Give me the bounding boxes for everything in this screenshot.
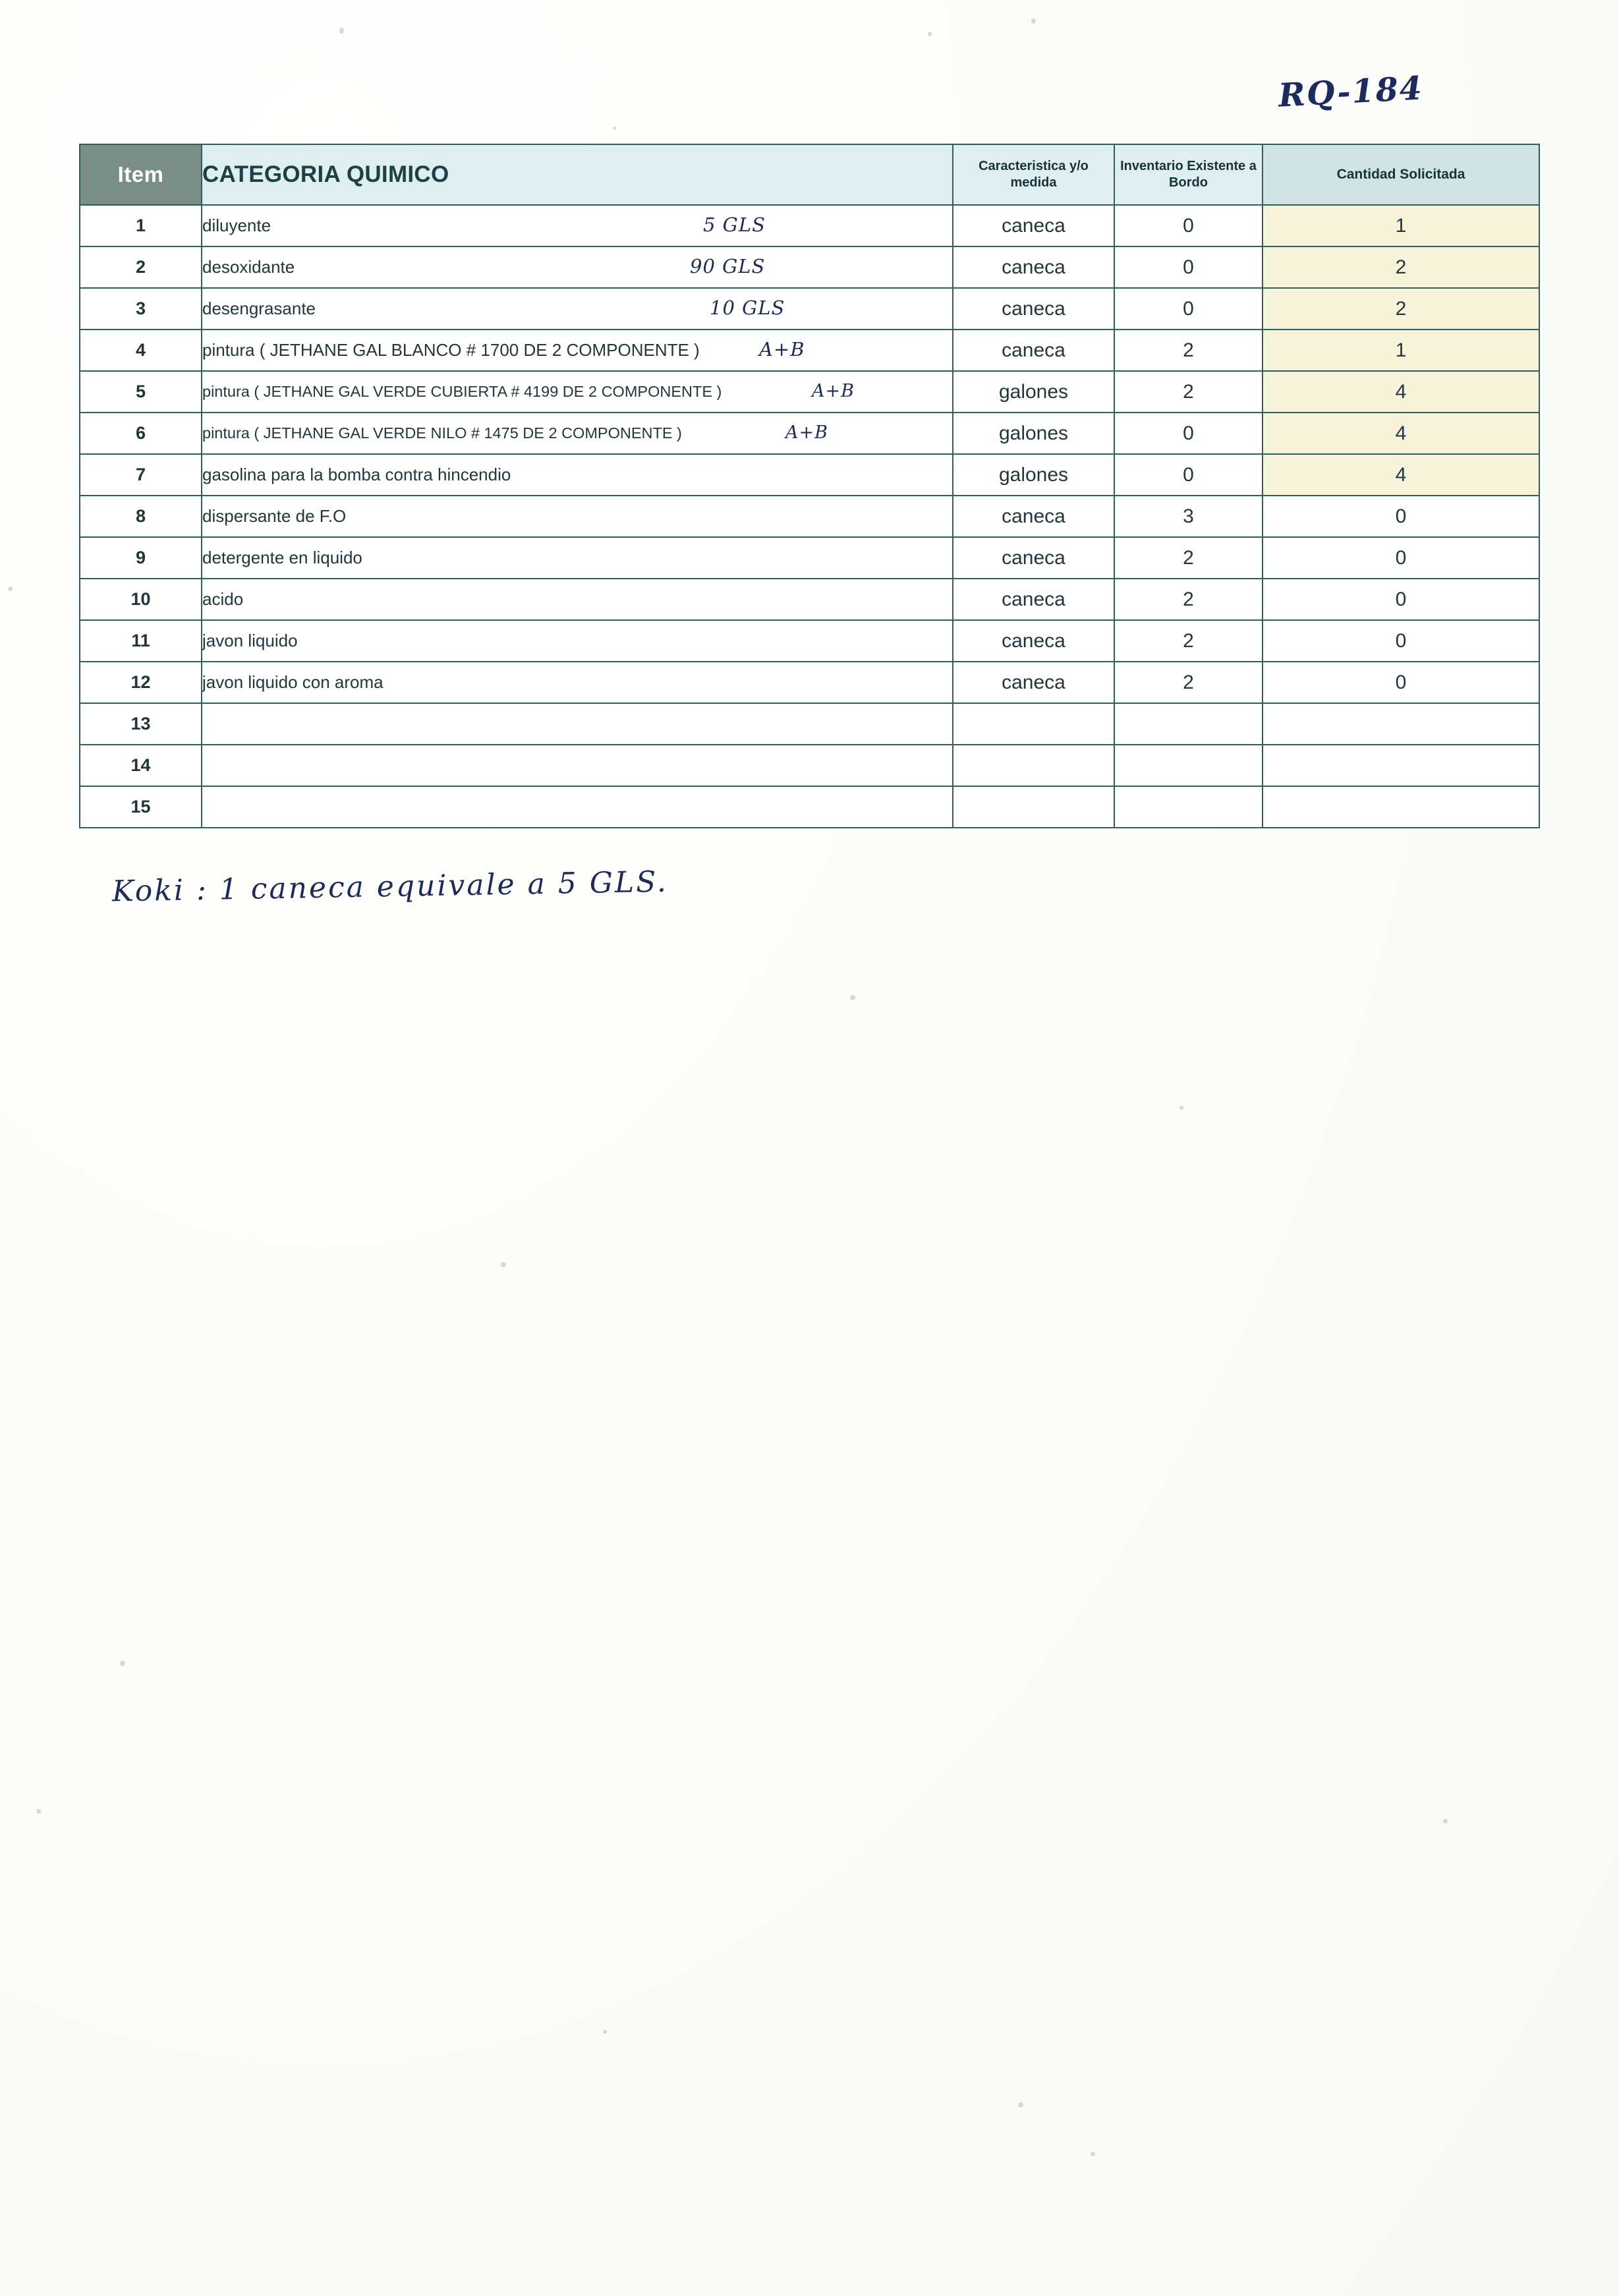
cell-measure: caneca — [953, 662, 1114, 703]
cell-inventory: 3 — [1114, 496, 1263, 537]
scan-speck — [8, 587, 13, 591]
cell-category-handwritten-annotation: 5 GLS — [703, 214, 766, 236]
cell-requested-quantity: 0 — [1263, 579, 1539, 620]
cell-requested-quantity: 2 — [1263, 246, 1539, 288]
cell-category-text: javon liquido — [202, 631, 298, 650]
scan-speck — [928, 32, 932, 36]
cell-inventory: 2 — [1114, 579, 1263, 620]
column-header-inventory-line1: Inventario Existente a — [1120, 159, 1257, 173]
cell-category-text: gasolina para la bomba contra hincendio — [202, 465, 511, 484]
cell-requested-quantity: 0 — [1263, 537, 1539, 579]
cell-category — [202, 454, 953, 496]
cell-item-number: 15 — [80, 786, 202, 828]
table-row — [80, 413, 1539, 454]
cell-category-text: desengrasante — [202, 299, 316, 318]
table-row — [80, 205, 1539, 246]
scan-speck — [120, 1661, 125, 1666]
cell-measure: caneca — [953, 620, 1114, 662]
column-header-inventory-line2: Bordo — [1169, 175, 1208, 190]
cell-inventory — [1114, 745, 1263, 786]
cell-category — [202, 662, 953, 703]
table-row — [80, 246, 1539, 288]
column-header-requested: Cantidad Solicitada — [1263, 144, 1539, 205]
cell-measure: caneca — [953, 288, 1114, 330]
cell-inventory — [1114, 703, 1263, 745]
cell-category — [202, 537, 953, 579]
cell-category — [202, 703, 953, 745]
cell-category — [202, 205, 953, 246]
cell-requested-quantity — [1263, 786, 1539, 828]
cell-requested-quantity: 4 — [1263, 413, 1539, 454]
table-row — [80, 496, 1539, 537]
scan-speck — [1091, 2152, 1095, 2156]
cell-inventory: 0 — [1114, 246, 1263, 288]
column-header-inventory — [1114, 144, 1263, 205]
cell-category-text: javon liquido con aroma — [202, 672, 383, 692]
table-header-row — [80, 144, 1539, 205]
cell-item-number: 12 — [80, 662, 202, 703]
cell-inventory: 0 — [1114, 454, 1263, 496]
cell-item-number: 2 — [80, 246, 202, 288]
column-header-measure — [953, 144, 1114, 205]
table-row — [80, 454, 1539, 496]
cell-requested-quantity: 1 — [1263, 330, 1539, 371]
cell-requested-quantity: 0 — [1263, 662, 1539, 703]
cell-requested-quantity: 4 — [1263, 454, 1539, 496]
document-reference-handwritten: RQ-184 — [1277, 69, 1425, 115]
column-header-item: Item — [80, 144, 202, 205]
cell-item-number: 6 — [80, 413, 202, 454]
cell-item-number: 8 — [80, 496, 202, 537]
cell-item-number: 11 — [80, 620, 202, 662]
column-header-measure-line1: Caracteristica y/o — [979, 159, 1089, 173]
table-row — [80, 371, 1539, 413]
cell-category — [202, 579, 953, 620]
cell-category — [202, 288, 953, 330]
cell-requested-quantity: 4 — [1263, 371, 1539, 413]
cell-item-number: 5 — [80, 371, 202, 413]
cell-inventory: 2 — [1114, 371, 1263, 413]
cell-measure — [953, 745, 1114, 786]
cell-inventory: 0 — [1114, 205, 1263, 246]
table-row — [80, 579, 1539, 620]
cell-category-handwritten-annotation: 10 GLS — [710, 297, 785, 319]
cell-category — [202, 413, 953, 454]
scan-speck — [613, 127, 616, 130]
cell-item-number: 10 — [80, 579, 202, 620]
cell-category — [202, 620, 953, 662]
cell-inventory — [1114, 786, 1263, 828]
scan-speck — [501, 1262, 506, 1267]
bottom-handwritten-note: Koki : 1 caneca equivale a 5 GLS. — [111, 865, 669, 909]
scan-speck — [1031, 18, 1036, 24]
cell-item-number: 9 — [80, 537, 202, 579]
cell-item-number: 4 — [80, 330, 202, 371]
scan-speck — [36, 1809, 41, 1814]
cell-category-handwritten-annotation: A+B — [785, 422, 828, 443]
cell-item-number: 1 — [80, 205, 202, 246]
table-row — [80, 786, 1539, 828]
cell-inventory: 2 — [1114, 330, 1263, 371]
cell-item-number: 3 — [80, 288, 202, 330]
cell-measure: caneca — [953, 205, 1114, 246]
scan-speck — [1018, 2102, 1023, 2108]
cell-inventory: 0 — [1114, 413, 1263, 454]
cell-measure — [953, 786, 1114, 828]
scan-speck — [339, 28, 344, 34]
cell-category — [202, 246, 953, 288]
scan-speck — [850, 995, 855, 1000]
cell-requested-quantity: 0 — [1263, 620, 1539, 662]
cell-category-text: dispersante de F.O — [202, 506, 347, 526]
cell-item-number: 7 — [80, 454, 202, 496]
table-row — [80, 745, 1539, 786]
cell-category-handwritten-annotation: A+B — [759, 338, 805, 360]
cell-measure — [953, 703, 1114, 745]
scan-speck — [1179, 1106, 1183, 1110]
scan-speck — [1443, 1819, 1448, 1823]
cell-measure: caneca — [953, 246, 1114, 288]
cell-inventory: 0 — [1114, 288, 1263, 330]
cell-category — [202, 371, 953, 413]
table-row — [80, 620, 1539, 662]
cell-category-handwritten-annotation: A+B — [812, 381, 855, 401]
cell-category-text: desoxidante — [202, 257, 295, 277]
cell-category — [202, 330, 953, 371]
cell-category — [202, 786, 953, 828]
cell-item-number: 14 — [80, 745, 202, 786]
table-body — [80, 205, 1539, 828]
cell-category — [202, 496, 953, 537]
cell-category-text: diluyente — [202, 215, 271, 235]
cell-category-text: detergente en liquido — [202, 548, 362, 567]
cell-measure: caneca — [953, 330, 1114, 371]
table-row — [80, 703, 1539, 745]
cell-inventory: 2 — [1114, 620, 1263, 662]
cell-inventory: 2 — [1114, 537, 1263, 579]
cell-measure: galones — [953, 371, 1114, 413]
cell-measure: caneca — [953, 496, 1114, 537]
cell-item-number: 13 — [80, 703, 202, 745]
chemical-request-table — [79, 144, 1540, 828]
column-header-category: CATEGORIA QUIMICO — [202, 144, 953, 205]
scan-speck — [603, 2030, 607, 2034]
cell-inventory: 2 — [1114, 662, 1263, 703]
cell-requested-quantity — [1263, 703, 1539, 745]
cell-category-text: pintura ( JETHANE GAL VERDE NILO # 1475 DE 2 COMPONENTE ) — [202, 424, 682, 442]
cell-category-text: pintura ( JETHANE GAL VERDE CUBIERTA # 4199 DE 2 COMPONENTE ) — [202, 383, 722, 400]
cell-measure: caneca — [953, 579, 1114, 620]
cell-requested-quantity: 1 — [1263, 205, 1539, 246]
cell-category-text: pintura ( JETHANE GAL BLANCO # 1700 DE 2 COMPONENTE ) — [202, 340, 700, 360]
cell-measure: galones — [953, 454, 1114, 496]
cell-requested-quantity: 2 — [1263, 288, 1539, 330]
cell-measure: caneca — [953, 537, 1114, 579]
table-row — [80, 288, 1539, 330]
table-row — [80, 330, 1539, 371]
cell-category-handwritten-annotation: 90 GLS — [690, 255, 766, 277]
column-header-measure-line2: medida — [1010, 175, 1057, 190]
cell-measure: galones — [953, 413, 1114, 454]
cell-requested-quantity: 0 — [1263, 496, 1539, 537]
cell-category-text: acido — [202, 589, 244, 609]
cell-category — [202, 745, 953, 786]
cell-requested-quantity — [1263, 745, 1539, 786]
table-row — [80, 662, 1539, 703]
table-row — [80, 537, 1539, 579]
